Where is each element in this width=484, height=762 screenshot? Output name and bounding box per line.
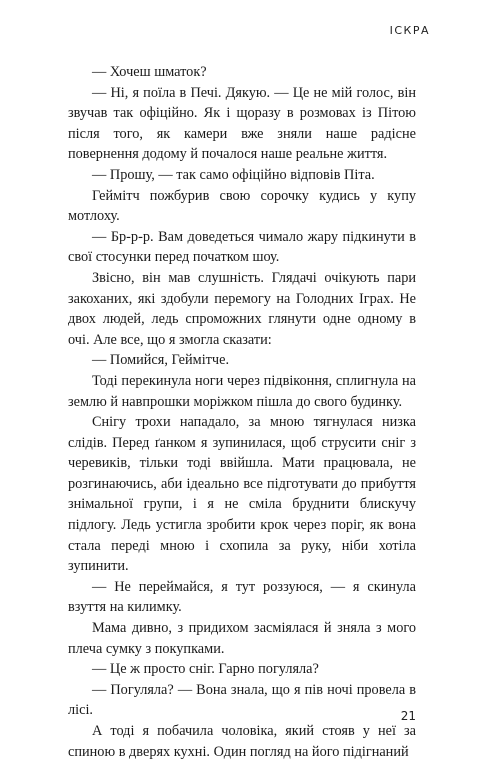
running-head: ІСКРА (389, 24, 430, 37)
paragraph: Мама дивно, з придихом засміялася й зняла з мого плеча сумку з покупками. (68, 620, 416, 657)
paragraph: — Ні, я поїла в Печі. Дякую. — Це не мій голос, він звучав так офіційно. Як і щоразу в розмовах із Пітою після того, як камери вже зняли наше радісне повернення додому й почалося наше реальне життя. (68, 84, 416, 163)
paragraph: — Помийся, Геймітче. (92, 352, 230, 369)
paragraph: — Не переймайся, я тут роззуюся, — я скинула взуття на килимку. (68, 578, 416, 616)
paragraph: — Хочеш шматок? (92, 64, 207, 80)
paragraph: Снігу трохи нападало, за мною тягнулася низка слідів. Перед ґанком я зупинилася, щоб струсити сніг з черевиків, тільки тоді ввійшла. Мати працювала, не розгинаючись, аби ідеально все підготувати до прибуття знімальної групи, і я не сміла бруднити блискучу підлогу. Ледь устигла зробити крок через поріг, як вона стала переді мною і схопила за руку, ніби хотіла зупинити. (68, 414, 416, 575)
paragraph: Звісно, він мав слушність. Глядачі очікують пари закоханих, які здобули перемогу на Голодних Іграх. Не двох людей, ледь спроможних глянути одне одному в очі. Але все, що я змогла сказати: (68, 269, 416, 348)
paragraph: — Прошу, — так само офіційно відповів Піта. (92, 166, 375, 183)
paragraph: А тоді я побачила чоловіка, який стояв у неї за спиною в дверях кухні. Один погляд на його підігнаний (68, 723, 416, 760)
paragraph: — Погуляла? — Вона знала, що я пів ночі провела в лісі. (68, 681, 416, 719)
paragraph: Геймітч пожбурив свою сорочку кудись у купу мотлоху. (68, 187, 416, 225)
body-text (68, 62, 416, 762)
paragraph: — Бр-р-р. Вам доведеться чимало жару підкинути в свої стосунки перед початком шоу. (68, 228, 416, 266)
paragraph: — Це ж просто сніг. Гарно погуляла? (92, 661, 319, 678)
paragraph: Тоді перекинула ноги через підвіконня, сплигнула на землю й навпрошки моріжком пішла до свого будинку. (68, 372, 416, 410)
page-number: 21 (400, 709, 416, 723)
